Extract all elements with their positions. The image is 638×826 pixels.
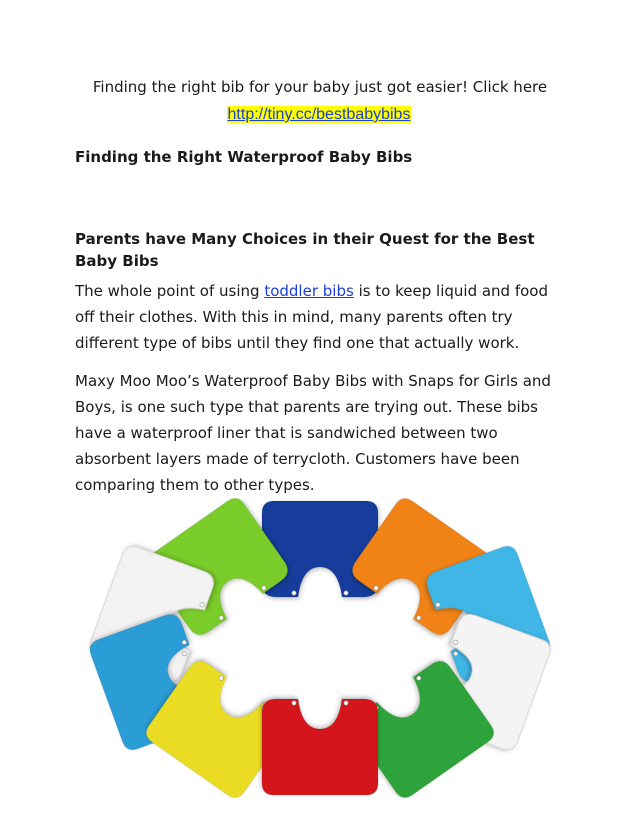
paragraph-2: Maxy Moo Moo’s Waterproof Baby Bibs with Snaps for Girls and Boys, is one such type that parents are trying out. These bibs have a waterproof liner that is sandwiched between two absorbent layers made of terrycloth. Customers have been comparing them to other types.: [75, 372, 551, 494]
snap-icon: [292, 591, 296, 595]
intro-link-line: [0, 104, 638, 124]
toddler-bibs-link[interactable]: toddler bibs: [264, 282, 354, 300]
intro-text: Finding the right bib for your baby just got easier! Click here: [92, 78, 548, 96]
best-baby-bibs-link[interactable]: http://tiny.cc/bestbabybibs: [227, 106, 411, 123]
bib-red: [262, 699, 378, 795]
paragraph-1: [75, 278, 565, 356]
section-heading: Parents have Many Choices in their Quest for the Best Baby Bibs: [75, 230, 535, 270]
baby-bibs-image: [80, 498, 560, 798]
snap-icon: [344, 591, 348, 595]
page-heading: Finding the Right Waterproof Baby Bibs: [75, 148, 413, 166]
snap-icon: [292, 701, 296, 705]
paragraph-1-before: The whole point of using: [75, 282, 265, 300]
snap-icon: [344, 701, 348, 705]
paragraph-1-after: is to keep liquid and food off their clothes. With this in mind, many parents often try different type of bibs until they find one that actually work.: [75, 282, 549, 352]
